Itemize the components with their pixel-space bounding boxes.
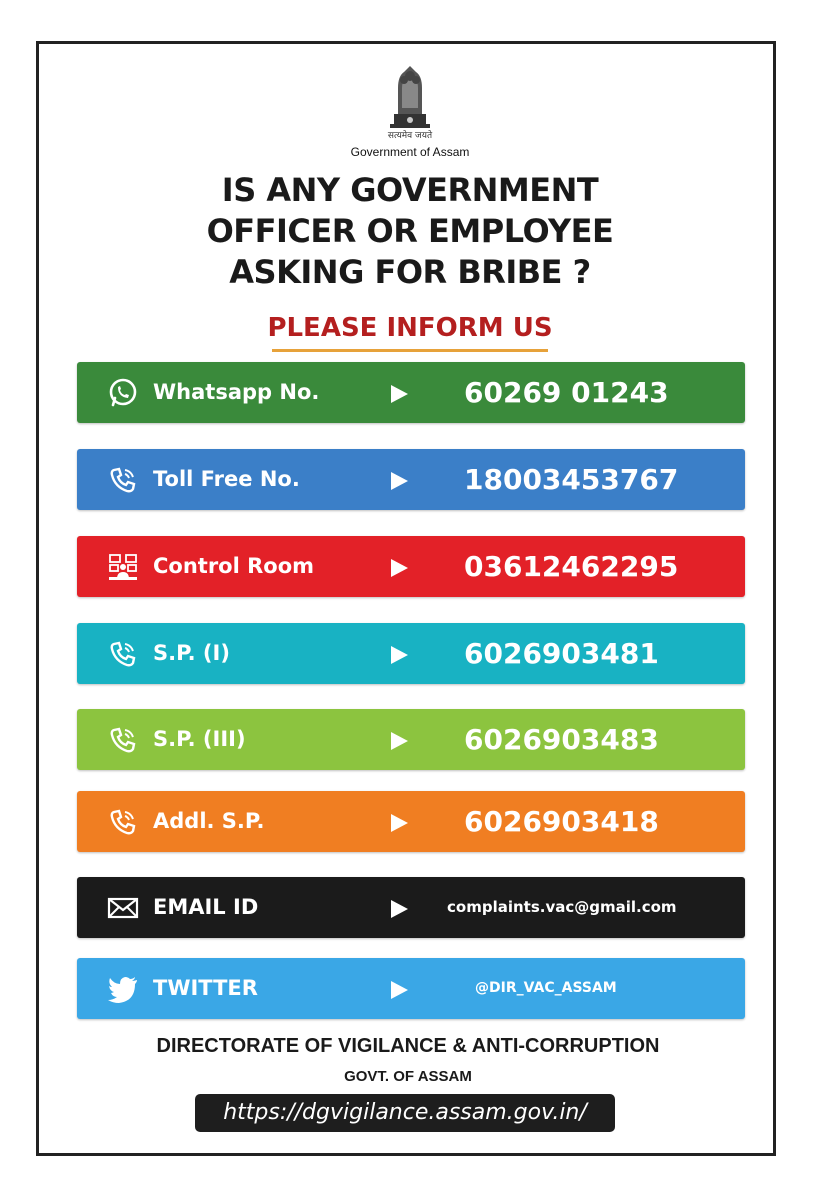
- control-room-icon: [107, 551, 139, 583]
- play-arrow-icon: [389, 384, 409, 404]
- play-arrow-icon: [389, 558, 409, 578]
- contact-value[interactable]: 6026903481: [464, 637, 659, 670]
- contact-label: EMAIL ID: [153, 895, 259, 919]
- contact-row-email[interactable]: [77, 877, 745, 938]
- government-label: Government of Assam: [350, 145, 470, 159]
- headline-line-1: IS ANY GOVERNMENT: [221, 171, 599, 209]
- play-arrow-icon: [389, 899, 409, 919]
- inform-heading: PLEASE INFORM US: [267, 313, 553, 343]
- contact-value[interactable]: 03612462295: [464, 550, 679, 583]
- headline-line-3: ASKING FOR BRIBE ?: [229, 253, 591, 291]
- phone-icon: [107, 638, 139, 670]
- contact-value[interactable]: 6026903483: [464, 723, 659, 756]
- twitter-handle[interactable]: @DIR_VAC_ASSAM: [475, 980, 617, 996]
- twitter-icon: [107, 973, 139, 1005]
- contact-label: Toll Free No.: [153, 467, 300, 491]
- contact-row-whatsapp[interactable]: [77, 362, 745, 423]
- play-arrow-icon: [389, 980, 409, 1000]
- mail-icon: [107, 892, 139, 924]
- contact-label: Control Room: [153, 554, 315, 578]
- play-arrow-icon: [389, 731, 409, 751]
- contact-row-addl-sp[interactable]: [77, 791, 745, 852]
- phone-icon: [107, 464, 139, 496]
- play-arrow-icon: [389, 471, 409, 491]
- website-link[interactable]: https://dgvigilance.assam.gov.in/: [195, 1094, 615, 1132]
- national-emblem-icon: [380, 58, 440, 138]
- contact-row-sp-3[interactable]: [77, 709, 745, 770]
- play-arrow-icon: [389, 813, 409, 833]
- contact-row-sp-1[interactable]: [77, 623, 745, 684]
- contact-row-toll-free[interactable]: [77, 449, 745, 510]
- email-value[interactable]: complaints.vac@gmail.com: [447, 898, 677, 916]
- headline-line-2: OFFICER OR EMPLOYEE: [206, 212, 614, 250]
- contact-label: Whatsapp No.: [153, 380, 320, 404]
- headline: [130, 170, 690, 293]
- phone-icon: [107, 724, 139, 756]
- inform-underline: [272, 349, 548, 352]
- contact-value[interactable]: 6026903418: [464, 805, 659, 838]
- directorate-name: DIRECTORATE OF VIGILANCE & ANTI-CORRUPTION: [156, 1035, 660, 1057]
- emblem-motto: सत्यमेव जयते: [387, 131, 433, 141]
- govt-label: GOVT. OF ASSAM: [344, 1068, 472, 1085]
- contact-row-twitter[interactable]: [77, 958, 745, 1019]
- contact-label: TWITTER: [153, 976, 258, 1000]
- play-arrow-icon: [389, 645, 409, 665]
- contact-value[interactable]: 18003453767: [464, 463, 679, 496]
- contact-label: S.P. (III): [153, 727, 246, 751]
- whatsapp-icon: [107, 377, 139, 409]
- contact-label: Addl. S.P.: [153, 809, 265, 833]
- contact-row-control-room[interactable]: [77, 536, 745, 597]
- contact-value[interactable]: 60269 01243: [464, 376, 669, 409]
- contact-label: S.P. (I): [153, 641, 230, 665]
- phone-icon: [107, 806, 139, 838]
